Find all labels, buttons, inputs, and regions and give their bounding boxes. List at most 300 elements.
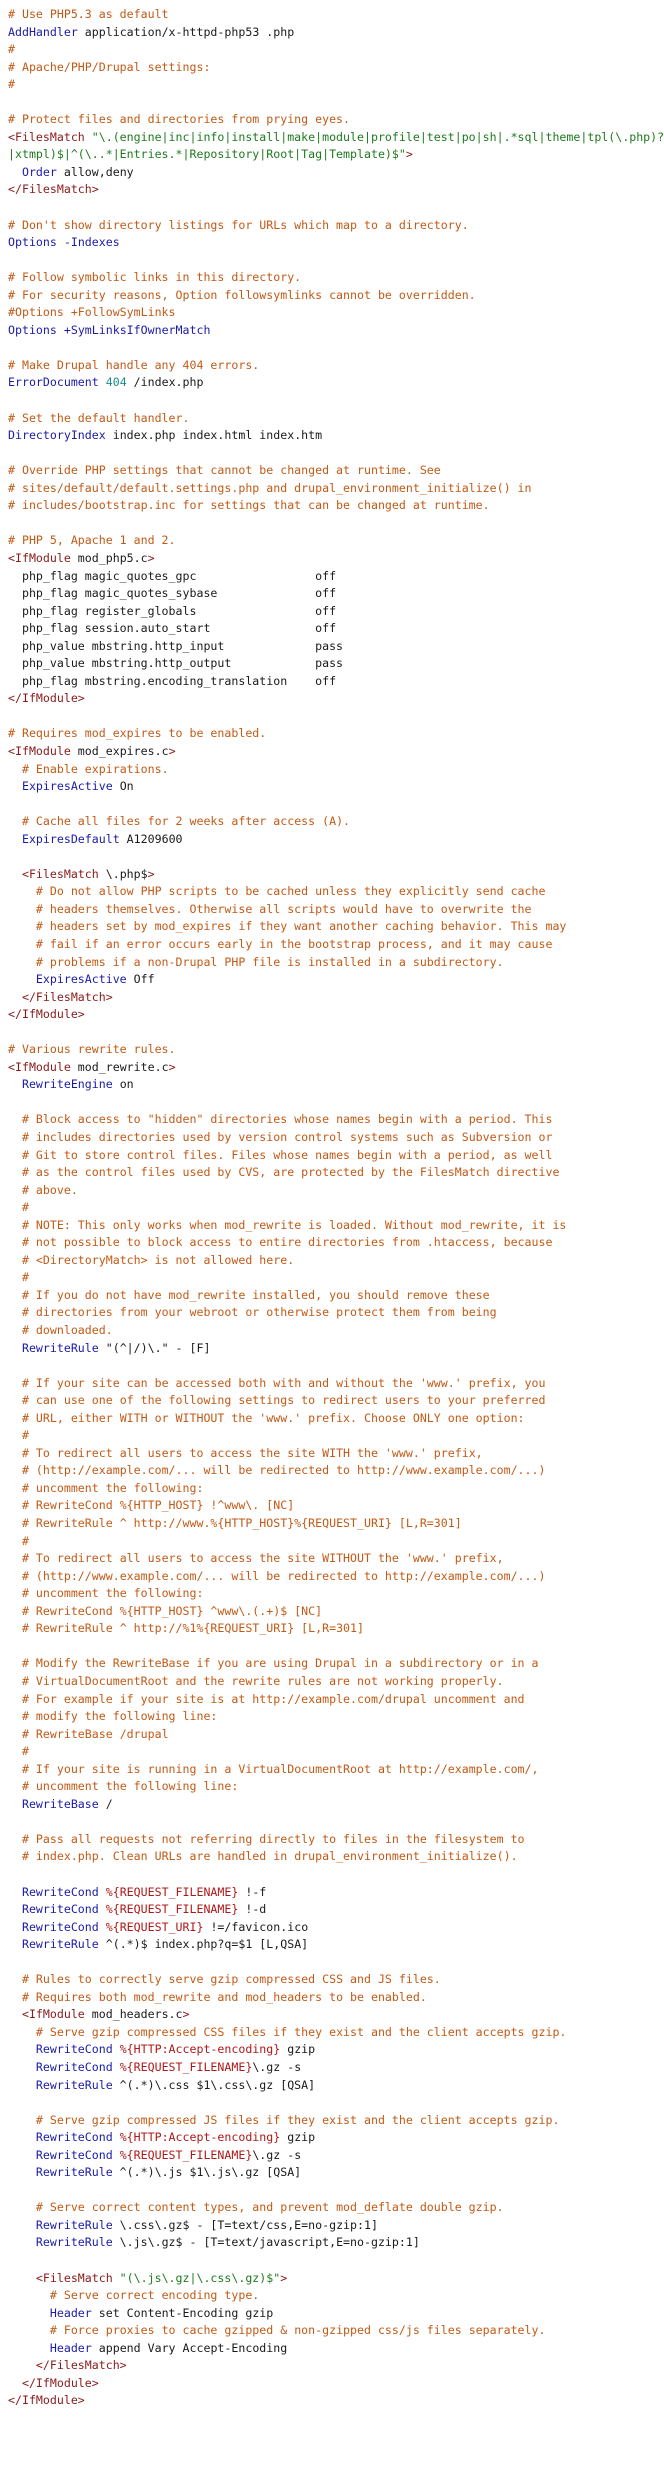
code-line xyxy=(8,497,600,515)
code-text xyxy=(8,1920,22,1934)
code-comment: # Git to store control files. Files whose names begin with a period, as well xyxy=(21,1147,553,1162)
code-section-tag: <IfModule xyxy=(8,743,71,758)
code-line xyxy=(8,1234,600,1252)
code-line xyxy=(8,1743,600,1761)
code-comment: # as the control files used by CVS, are protected by the FilesMatch directive xyxy=(21,1165,560,1180)
code-line xyxy=(8,199,600,217)
code-line xyxy=(8,2006,600,2024)
code-directive: RewriteEngine xyxy=(21,1077,113,1092)
code-comment: #Options +FollowSymLinks xyxy=(8,305,176,320)
code-line xyxy=(8,1410,600,1428)
code-section-tag: > xyxy=(147,550,155,565)
code-text xyxy=(8,2271,36,2285)
code-text xyxy=(8,1393,22,1407)
code-text xyxy=(8,1534,22,1548)
code-line xyxy=(8,1340,600,1358)
code-comment: # uncomment the following line: xyxy=(21,1779,239,1794)
code-line xyxy=(8,59,600,77)
code-line xyxy=(8,725,600,743)
code-line xyxy=(8,866,600,884)
code-text xyxy=(8,165,22,179)
code-line xyxy=(8,339,600,357)
code-text xyxy=(8,2358,36,2372)
code-line xyxy=(8,1129,600,1147)
code-line xyxy=(8,217,600,235)
code-comment: # VirtualDocumentRoot and the rewrite rules are not working properly. xyxy=(21,1673,504,1688)
code-line xyxy=(8,94,600,112)
code-line xyxy=(8,1691,600,1709)
code-text xyxy=(8,1183,22,1197)
code-text xyxy=(99,1920,106,1934)
code-line xyxy=(8,813,600,831)
code-text xyxy=(8,1990,22,2004)
code-comment: # For security reasons, Option followsymlinks cannot be overridden. xyxy=(8,287,476,302)
code-line xyxy=(8,989,600,1007)
code-directive: -Indexes xyxy=(63,235,120,250)
code-comment: # Serve correct encoding type. xyxy=(49,2288,260,2303)
code-comment: # If you do not have mod_rewrite installed, you should remove these xyxy=(21,1287,490,1302)
code-text: php_flag magic_quotes_sybase off xyxy=(8,586,337,601)
code-line xyxy=(8,76,600,94)
code-text: !-f xyxy=(238,1884,267,1899)
code-line xyxy=(8,1971,600,1989)
code-line xyxy=(8,655,600,673)
code-text xyxy=(8,2113,36,2127)
code-comment: # can use one of the following settings to redirect users to your preferred xyxy=(21,1393,546,1408)
code-section-tag: </FilesMatch> xyxy=(8,182,99,197)
code-comment: # RewriteCond %{HTTP_HOST} !^www\. [NC] xyxy=(21,1498,295,1513)
code-directive: RewriteRule xyxy=(35,2077,113,2092)
code-line xyxy=(8,2217,600,2235)
code-text xyxy=(8,2323,50,2337)
code-directive: RewriteCond xyxy=(35,2059,113,2074)
code-line xyxy=(8,568,600,586)
code-section-tag: <FilesMatch xyxy=(21,866,99,881)
code-text: php_flag mbstring.encoding_translation off xyxy=(8,673,337,688)
code-comment: # includes/bootstrap.inc for settings that can be changed at runtime. xyxy=(8,498,490,513)
code-text xyxy=(8,902,36,916)
code-text xyxy=(113,2060,120,2074)
code-text xyxy=(8,1779,22,1793)
code-line xyxy=(8,848,600,866)
code-line xyxy=(8,269,600,287)
code-text: \.gz -s xyxy=(252,2147,302,2162)
code-line xyxy=(8,2147,600,2165)
code-variable: %{HTTP:Accept-encoding} xyxy=(119,2042,281,2057)
code-line xyxy=(8,1585,600,1603)
code-line xyxy=(8,1147,600,1165)
code-comment: # Requires both mod_rewrite and mod_headers to be enabled. xyxy=(21,1989,427,2004)
code-line xyxy=(8,1936,600,1954)
code-directive: Order xyxy=(21,164,57,179)
code-comment: # Override PHP settings that cannot be changed at runtime. See xyxy=(8,463,441,478)
code-line xyxy=(8,2182,600,2200)
code-text xyxy=(113,2130,120,2144)
code-text xyxy=(8,1305,22,1319)
code-line xyxy=(8,357,600,375)
code-line xyxy=(8,1357,600,1375)
code-directive: Options xyxy=(8,322,57,337)
code-text xyxy=(8,2148,36,2162)
code-text: mod_rewrite.c xyxy=(70,1059,169,1074)
code-section-tag: > xyxy=(147,866,155,881)
code-text: \.gz -s xyxy=(252,2059,302,2074)
code-text: \.php$ xyxy=(98,866,148,881)
code-text xyxy=(8,1621,22,1635)
code-comment: # RewriteRule ^ http://www.%{HTTP_HOST}%{REQUEST_URI} [L,R=301] xyxy=(21,1516,462,1531)
code-comment: # includes directories used by version control systems such as Subversion or xyxy=(21,1130,553,1144)
code-line xyxy=(8,181,600,199)
code-text: php_value mbstring.http_input pass xyxy=(8,638,344,653)
code-comment: # To redirect all users to access the site WITHOUT the 'www.' prefix, xyxy=(21,1551,504,1566)
code-text xyxy=(8,1797,22,1811)
code-line xyxy=(8,1076,600,1094)
code-line xyxy=(8,2305,600,2323)
code-text xyxy=(8,1376,22,1390)
code-line xyxy=(8,1217,600,1235)
code-comment: # <DirectoryMatch> is not allowed here. xyxy=(21,1252,295,1267)
code-section-tag: </FilesMatch> xyxy=(21,989,113,1004)
code-text: on xyxy=(112,1077,134,1092)
code-line xyxy=(8,743,600,761)
code-directive: Header xyxy=(49,2340,92,2355)
code-line xyxy=(8,2270,600,2288)
code-comment: # Enable expirations. xyxy=(21,761,169,776)
code-text: php_flag register_globals off xyxy=(8,603,337,618)
code-directive: RewriteRule xyxy=(21,1340,99,1355)
code-text xyxy=(8,779,22,793)
code-line xyxy=(8,1813,600,1831)
code-text: index.php index.html index.htm xyxy=(105,428,323,443)
code-text: / xyxy=(98,1796,113,1811)
code-section-tag: > xyxy=(168,743,176,758)
code-line xyxy=(8,445,600,463)
code-text xyxy=(8,2007,22,2021)
code-comment: # Apache/PHP/Drupal settings: xyxy=(8,59,211,74)
code-text xyxy=(8,1674,22,1688)
code-line xyxy=(8,778,600,796)
code-line xyxy=(8,1673,600,1691)
code-line xyxy=(8,480,600,498)
code-text xyxy=(8,1656,22,1670)
code-line xyxy=(8,2199,600,2217)
code-text: allow,deny xyxy=(56,164,134,179)
code-text xyxy=(8,1516,22,1530)
code-comment: # xyxy=(8,42,15,57)
code-comment: # RewriteBase /drupal xyxy=(21,1726,169,1741)
code-text xyxy=(8,1744,22,1758)
code-text xyxy=(8,1130,22,1144)
code-section-tag: <FilesMatch xyxy=(8,129,85,144)
code-comment: # problems if a non-Drupal PHP file is installed in a subdirectory. xyxy=(35,954,504,969)
code-directive: RewriteRule xyxy=(21,1937,99,1952)
code-line xyxy=(8,410,600,428)
code-section-tag: </FilesMatch> xyxy=(35,2358,127,2373)
code-comment: # If your site can be accessed both with and without the 'www.' prefix, you xyxy=(21,1375,546,1390)
code-line xyxy=(8,2340,600,2358)
code-line xyxy=(8,1778,600,1796)
code-line xyxy=(8,111,600,129)
code-line xyxy=(8,603,600,621)
code-line xyxy=(8,129,664,147)
code-line xyxy=(8,1848,600,1866)
code-text: php_flag magic_quotes_gpc off xyxy=(8,568,337,583)
code-comment: # Requires mod_expires to be enabled. xyxy=(8,726,267,741)
code-text xyxy=(8,1727,22,1741)
code-line xyxy=(8,796,600,814)
code-text xyxy=(8,1411,22,1425)
code-text: \.js\.gz$ - [T=text/javascript,E=no-gzip:1] xyxy=(112,2235,420,2250)
code-line xyxy=(8,392,600,410)
code-line xyxy=(8,2077,600,2095)
code-line xyxy=(8,2392,600,2410)
code-line xyxy=(8,1761,600,1779)
code-line xyxy=(8,2322,600,2340)
code-text xyxy=(8,1341,22,1355)
code-line xyxy=(8,1620,600,1638)
code-text xyxy=(8,2130,36,2144)
code-text xyxy=(99,375,106,389)
code-text xyxy=(8,1288,22,1302)
code-comment: # modify the following line: xyxy=(21,1709,218,1724)
code-line xyxy=(8,1568,600,1586)
code-line xyxy=(8,1375,600,1393)
code-comment: # Modify the RewriteBase if you are using Drupal in a subdirectory or in a xyxy=(21,1656,539,1671)
code-comment: # If your site is running in a VirtualDocumentRoot at http://example.com/, xyxy=(21,1761,539,1776)
code-comment: # Serve gzip compressed JS files if they exist and the client accepts gzip. xyxy=(35,2112,560,2127)
code-comment: # headers set by mod_expires if they want another caching behavior. This may xyxy=(35,919,567,934)
code-line xyxy=(8,1638,600,1656)
code-line xyxy=(8,1726,600,1744)
code-text xyxy=(8,2306,50,2320)
code-line xyxy=(8,1480,600,1498)
code-comment: # Cache all files for 2 weeks after access (A). xyxy=(21,814,351,829)
code-text: On xyxy=(112,779,134,794)
code-text xyxy=(8,1832,22,1846)
code-text xyxy=(8,1077,22,1091)
code-section-tag: <IfModule xyxy=(21,2007,85,2022)
code-comment: # Don't show directory listings for URLs which map to a directory. xyxy=(8,217,469,232)
code-line xyxy=(8,2094,600,2112)
code-line xyxy=(8,1059,600,1077)
code-line xyxy=(8,1655,600,1673)
code-line xyxy=(8,2357,600,2375)
code-text xyxy=(8,1323,22,1337)
code-line xyxy=(8,374,600,392)
code-text xyxy=(8,2200,36,2214)
code-line xyxy=(8,322,600,340)
code-directive: RewriteRule xyxy=(35,2165,113,2180)
code-text: ^(.*)\.css $1\.css\.gz [QSA] xyxy=(112,2077,316,2092)
code-comment: # Block access to "hidden" directories whose names begin with a period. This xyxy=(21,1112,553,1127)
code-directive: RewriteCond xyxy=(21,1884,99,1899)
code-comment: # index.php. Clean URLs are handled in drupal_environment_initialize(). xyxy=(21,1849,518,1864)
code-line xyxy=(8,1322,600,1340)
code-line xyxy=(8,1287,600,1305)
code-section-tag: </IfModule> xyxy=(8,1007,85,1022)
code-line xyxy=(8,1111,600,1129)
code-line xyxy=(8,1708,600,1726)
code-comment: # URL, either WITH or WITHOUT the 'www.' prefix. Choose ONLY one option: xyxy=(21,1410,525,1425)
code-text xyxy=(8,1604,22,1618)
code-comment: # PHP 5, Apache 1 and 2. xyxy=(8,533,176,548)
code-text xyxy=(8,2341,50,2355)
code-directive: AddHandler xyxy=(8,24,78,39)
code-line xyxy=(8,532,600,550)
code-directive: RewriteRule xyxy=(35,2217,113,2232)
code-comment: # fail if an error occurs early in the bootstrap process, and it may cause xyxy=(35,936,553,951)
code-comment: # sites/default/default.settings.php and drupal_environment_initialize() in xyxy=(8,480,532,495)
code-text xyxy=(8,1165,22,1179)
code-regex: "\.(engine|inc|info|install|make|module|profile|test|po|sh|.*sql|theme|tpl(\.php)? xyxy=(84,129,664,144)
code-text: gzip xyxy=(280,2042,316,2057)
code-text xyxy=(8,1586,22,1600)
code-line xyxy=(8,234,600,252)
code-line xyxy=(8,1866,600,1884)
code-text: A1209600 xyxy=(119,831,183,846)
code-line xyxy=(8,462,600,480)
code-text: ^(.*)\.js $1\.js\.gz [QSA] xyxy=(112,2165,302,2180)
code-comment: # To redirect all users to access the site WITH the 'www.' prefix, xyxy=(21,1445,483,1460)
code-comment: # not possible to block access to entire directories from .htaccess, because xyxy=(21,1235,553,1250)
code-comment: # Set the default handler. xyxy=(8,410,190,425)
code-directive: +SymLinksIfOwnerMatch xyxy=(63,322,211,337)
code-line xyxy=(8,1252,600,1270)
code-directive: RewriteRule xyxy=(35,2235,113,2250)
code-text xyxy=(8,2218,36,2232)
code-text: \.css\.gz$ - [T=text/css,E=no-gzip:1] xyxy=(112,2217,378,2232)
code-line xyxy=(8,1182,600,1200)
code-line xyxy=(8,2164,600,2182)
code-number: 404 xyxy=(105,375,127,390)
code-text xyxy=(8,884,36,898)
code-section-tag: </IfModule> xyxy=(21,2375,99,2390)
code-directive: ExpiresDefault xyxy=(21,831,120,846)
code-text: ^(.*)$ index.php?q=$1 [L,QSA] xyxy=(98,1937,309,1952)
code-line xyxy=(8,1445,600,1463)
code-comment: # Protect files and directories from prying eyes. xyxy=(8,112,351,127)
code-text xyxy=(8,2025,36,2039)
code-line xyxy=(8,954,600,972)
code-text xyxy=(8,832,22,846)
code-directive: ExpiresActive xyxy=(35,972,127,987)
code-directive: RewriteCond xyxy=(35,2130,113,2145)
code-section-tag: <IfModule xyxy=(8,1059,71,1074)
code-text: !=/favicon.ico xyxy=(203,1919,309,1934)
code-text: mod_expires.c xyxy=(70,743,169,758)
code-comment: # uncomment the following: xyxy=(21,1480,204,1495)
code-line xyxy=(8,1462,600,1480)
code-directive: RewriteCond xyxy=(35,2042,113,2057)
code-section-tag: > xyxy=(182,2007,190,2022)
code-text: append Vary Accept-Encoding xyxy=(91,2340,288,2355)
code-text: set Content-Encoding gzip xyxy=(91,2305,274,2320)
code-line xyxy=(8,146,600,164)
code-text: php_flag session.auto_start off xyxy=(8,621,337,636)
code-text xyxy=(8,867,22,881)
code-comment: # Serve gzip compressed CSS files if they exist and the client accepts gzip. xyxy=(35,2024,567,2039)
code-line xyxy=(8,1831,600,1849)
code-directive: ErrorDocument xyxy=(8,375,99,390)
code-variable: %{REQUEST_FILENAME} xyxy=(119,2147,253,2162)
code-directive: RewriteCond xyxy=(21,1902,99,1917)
code-variable: %{HTTP:Accept-encoding} xyxy=(119,2130,281,2145)
code-text xyxy=(57,235,64,249)
code-text xyxy=(8,1972,22,1986)
code-line xyxy=(8,287,600,305)
code-line xyxy=(8,41,600,59)
code-text: php_value mbstring.http_output pass xyxy=(8,656,344,671)
code-line xyxy=(8,1515,600,1533)
code-comment: # xyxy=(8,77,15,92)
code-line xyxy=(8,1094,600,1112)
code-line xyxy=(8,1164,600,1182)
code-text xyxy=(8,814,22,828)
code-text xyxy=(8,1235,22,1249)
code-line xyxy=(8,1550,600,1568)
code-line xyxy=(8,2287,600,2305)
code-text xyxy=(8,1112,22,1126)
code-comment: # directories from your webroot or otherwise protect them from being xyxy=(21,1305,497,1320)
code-line xyxy=(8,515,600,533)
code-comment: # above. xyxy=(21,1182,78,1197)
code-line xyxy=(8,1269,600,1287)
code-line xyxy=(8,164,600,182)
code-text xyxy=(99,1902,106,1916)
code-line xyxy=(8,971,600,989)
code-comment: # Rules to correctly serve gzip compressed CSS and JS files. xyxy=(21,1972,441,1987)
code-text xyxy=(8,919,36,933)
code-line xyxy=(8,2252,600,2270)
code-comment: # For example if your site is at http://example.com/drupal uncomment and xyxy=(21,1691,525,1706)
code-comment: # Do not allow PHP scripts to be cached unless they explicitly send cache xyxy=(35,884,546,899)
code-line xyxy=(8,690,600,708)
code-section-tag: > xyxy=(405,147,413,162)
code-text xyxy=(113,2148,120,2162)
code-text: gzip xyxy=(280,2130,316,2145)
code-text xyxy=(8,1463,22,1477)
code-line xyxy=(8,1919,600,1937)
code-line xyxy=(8,1199,600,1217)
code-text xyxy=(8,2165,36,2179)
code-text xyxy=(8,2376,22,2390)
code-line xyxy=(8,1603,600,1621)
code-text: !-d xyxy=(238,1902,267,1917)
code-line xyxy=(8,1006,600,1024)
code-line xyxy=(8,2112,600,2130)
code-section-tag: > xyxy=(168,1059,176,1074)
code-text xyxy=(8,2060,36,2074)
code-comment: # Force proxies to cache gzipped & non-gzipped css/js files separately. xyxy=(49,2323,546,2338)
code-comment: # Pass all requests not referring directly to files in the filesystem to xyxy=(21,1831,525,1846)
code-comment: # RewriteRule ^ http://%1%{REQUEST_URI} [L,R=301] xyxy=(21,1621,364,1636)
code-directive: Header xyxy=(49,2305,92,2320)
code-line xyxy=(8,936,600,954)
code-variable: %{REQUEST_URI} xyxy=(105,1919,204,1934)
code-line xyxy=(8,252,600,270)
code-comment: # xyxy=(21,1270,29,1285)
code-line xyxy=(8,883,600,901)
code-text xyxy=(8,1902,22,1916)
code-text xyxy=(8,2288,50,2302)
code-directive: RewriteCond xyxy=(35,2147,113,2162)
code-text xyxy=(8,1569,22,1583)
code-line xyxy=(8,1796,600,1814)
code-section-tag: <FilesMatch xyxy=(35,2270,113,2285)
code-variable: %{REQUEST_FILENAME} xyxy=(119,2059,253,2074)
code-line xyxy=(8,304,600,322)
code-text xyxy=(8,972,36,986)
